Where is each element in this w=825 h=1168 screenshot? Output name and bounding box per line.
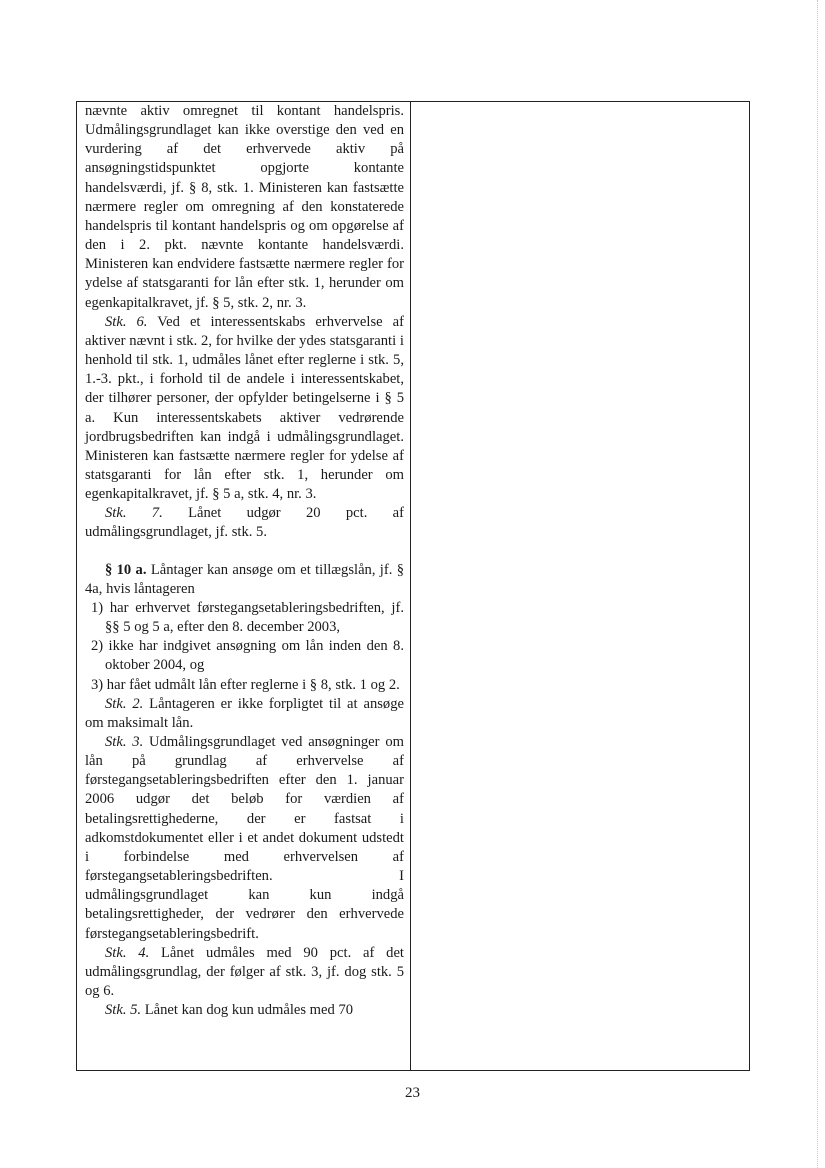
two-column-table bbox=[76, 101, 750, 1071]
stk-5-label: Stk. 5. bbox=[105, 1002, 142, 1019]
stk-2-label: Stk. 2. bbox=[105, 695, 144, 712]
list-item-2: 2) ikke har indgivet ansøgning om lån inden den 8. oktober 2004, og bbox=[91, 638, 404, 674]
stk-4-text: Lånet udmåles med 90 pct. af det udmålingsgrundlag, der følger af stk. 3, jf. dog stk. 5 og 6. bbox=[85, 944, 404, 1000]
left-column-text bbox=[85, 102, 404, 1020]
stk-6-label: Stk. 6. bbox=[105, 313, 148, 330]
stk-6-paragraph bbox=[85, 313, 404, 505]
section-10a-label: § 10 a. bbox=[105, 561, 147, 578]
stk-3-text: Udmålingsgrundlaget ved ansøgninger om lån på grundlag af erhvervelse af førstegangsetableringsbedriften efter den 1. januar 2006 udgør det beløb for værdien af betalingsrettighederne, der er fastsat i adkomstdokumentet eller i et andet dokument udstedt i forbindelse med erhvervelsen af førstegangsetableringsbedriften. I udmålingsgrundlaget kan kun indgå betalingsrettigheder, der vedrører den erhvervede førstegangsetableringsbedrift. bbox=[85, 734, 404, 942]
list-item-3: 3) har fået udmålt lån efter reglerne i § 8, stk. 1 og 2. bbox=[91, 676, 400, 693]
section-10a-paragraph bbox=[85, 561, 404, 599]
list-item-1: 1) har erhvervet førstegangsetableringsbedriften, jf. §§ 5 og 5 a, efter den 8. december 2003, bbox=[91, 599, 404, 636]
stk-6-text: Ved et interessentskabs erhvervelse af aktiver nævnt i stk. 2, for hvilke der ydes statsgaranti i henhold til stk. 1, udmåles lånet efter reglerne i stk. 5, 1.-3. pkt., i forhold til de andele i interessentskabet, der tilhører personer, der opfylder betingelserne i § 5 a. Kun interessentskabets aktiver vedrørende jordbrugsbedriften kan indgå i udmålingsgrundlaget. Ministeren kan fastsætte nærmere regler for ydelse af statsgaranti for lån efter stk. 1, herunder om egenkapitalkravet, jf. § 5 a, stk. 4, nr. 3. bbox=[85, 313, 404, 503]
stk-4-paragraph bbox=[85, 944, 404, 1001]
stk-2-paragraph bbox=[85, 695, 404, 733]
page-number: 23 bbox=[405, 1085, 420, 1101]
stk-7-label: Stk. 7. bbox=[105, 505, 163, 522]
stk-3-paragraph bbox=[85, 733, 404, 944]
page-edge-line bbox=[817, 0, 819, 1168]
stk-5-text: Lånet kan dog kun udmåles med 70 bbox=[141, 1002, 354, 1019]
left-column bbox=[77, 102, 411, 1070]
section-10a-text: Låntager kan ansøge om et tillægslån, jf. § 4a, hvis låntageren bbox=[85, 561, 404, 597]
right-column bbox=[411, 102, 749, 1070]
paragraph-continued: nævnte aktiv omregnet til kontant handelspris. Udmålingsgrundlaget kan ikke overstige den ved en vurdering af det erhvervede aktiv på ansøgningstidspunktet opgjorte kontante handelsværdi, jf. § 8, stk. 1. Ministeren kan fastsætte nærmere regler om omregning af den konstaterede handelspris til kontant handelspris og om opgørelse af den i 2. pkt. nævnte kontante handelsværdi. Ministeren kan endvidere fastsætte nærmere regler for ydelse af statsgaranti for lån efter stk. 1, herunder om egenkapitalkravet, jf. § 5, stk. 2, nr. 3. bbox=[85, 103, 404, 311]
stk-4-label: Stk. 4. bbox=[105, 944, 150, 961]
stk-2-text: Låntageren er ikke forpligtet til at ansøge om maksimalt lån. bbox=[85, 695, 404, 731]
stk-7-text: Lånet udgør 20 pct. af udmålingsgrundlaget, jf. stk. 5. bbox=[85, 505, 405, 541]
stk-5-paragraph bbox=[85, 1001, 404, 1020]
stk-3-label: Stk. 3. bbox=[105, 734, 144, 750]
stk-7-paragraph bbox=[85, 504, 404, 542]
section-gap bbox=[85, 543, 404, 561]
